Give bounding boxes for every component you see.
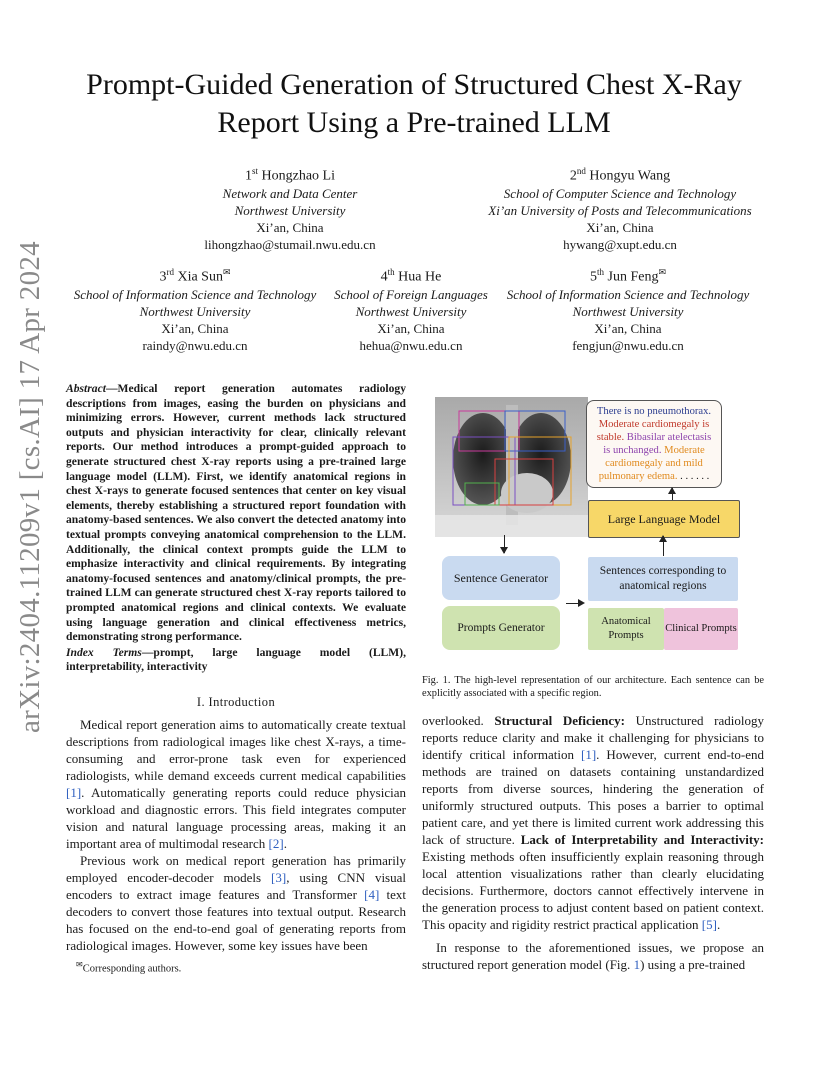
section-heading-introduction: I. Introduction xyxy=(196,695,276,709)
author-block-2: 2nd Hongyu Wang School of Computer Science and Technology Xi’an University of Posts and Telecommunications Xi’an, China hywang@xupt.edu.cn xyxy=(470,163,770,253)
arrow-up xyxy=(672,488,673,500)
figure-ref-link[interactable]: 1 xyxy=(633,957,641,972)
arxiv-stamp: arXiv:2404.11209v1 [cs.AI] 17 Apr 2024 xyxy=(14,241,46,733)
right-paragraph-2: In response to the aforementioned issues, we propose an structured report generation model (Fig. 1) using a pre-trained xyxy=(422,940,764,972)
prompts-generator-box: Prompts Generator xyxy=(442,606,560,650)
author-email[interactable]: raindy@nwu.edu.cn xyxy=(142,337,248,353)
report-sentence-orange: Moderate cardiomegaly and mild pulmonary edema. xyxy=(598,445,705,482)
citation-link[interactable]: [2] xyxy=(268,836,284,851)
citation-link[interactable]: [1] xyxy=(580,747,597,762)
figure-caption: Fig. 1. The high-level representation of our architecture. Each sentence can be explicitly associated with a specific region. xyxy=(422,675,764,699)
report-sentence-red: Moderate cardiomegaly is stable. xyxy=(596,419,710,443)
sentences-regions-box: Sentences corresponding to anatomical regions xyxy=(588,557,738,601)
paper-title: Prompt-Guided Generation of Structured Chest X-Ray Report Using a Pre-trained LLM xyxy=(86,68,742,139)
author-block-5: 5th Jun Feng✉ School of Information Science and Technology Northwest University Xi’an, China fengjun@nwu.edu.cn xyxy=(494,264,762,354)
anatomical-prompts-box: Anatomical Prompts xyxy=(588,608,664,650)
report-sentence-purple: Bibasilar atelectasis is unchanged. xyxy=(603,432,712,456)
author-email[interactable]: lihongzhao@stumail.nwu.edu.cn xyxy=(204,236,376,252)
envelope-icon: ✉ xyxy=(658,267,666,277)
envelope-icon: ✉ xyxy=(222,267,231,277)
chest-xray-image xyxy=(435,397,588,537)
abstract: Abstract—Medical report generation automates radiology descriptions from images, easing the burden on physicians and minimizing errors. However, current methods lack structured outputs and physician interactivity for clear, clinically relevant reports. Our method introduces a prompt-guided approach to generate structured chest X-ray reports using a pre-trained large language model (LLM). First, we identify anatomical regions in chest X-rays to generate focused sentences that center on key visual elements, thereby establishing a structured report foundation with anatomy-based sentences. We also convert the detected anatomy into textual prompts conveying anatomical comprehension to the LLM. Additionally, the clinical context prompts guide the LLM to emphasize interactivity and clinical requirements. By integrating anatomy-focused sentences and anatomy/clinical prompts, the pre-trained LLM can generate structured chest X-ray reports tailored to prompted anatomical regions and clinical contexts. We evaluate using language generation and clinical effectiveness metrics, demonstrating strong performance. Index Terms—prompt, large language model (LLM), interpretability, interactivity xyxy=(66,382,406,674)
author-email[interactable]: hehua@nwu.edu.cn xyxy=(359,337,463,353)
arrow-down xyxy=(504,535,505,553)
citation-link[interactable]: [5] xyxy=(701,917,717,932)
llm-box: Large Language Model xyxy=(588,500,740,538)
author-block-4: 4th Hua He School of Foreign Languages Northwest University Xi’an, China hehua@nwu.edu.cn xyxy=(326,264,496,354)
intro-left-column xyxy=(66,716,406,954)
generated-report-box: There is no pneumothorax. Moderate cardiomegaly is stable. Bibasilar atelectasis is unchanged. Moderate cardiomegaly and mild pulmonary edema. . . . . . . xyxy=(586,400,722,488)
index-terms-label: Index Terms xyxy=(66,645,142,659)
envelope-icon: ✉ xyxy=(76,960,83,969)
intro-paragraph-2: Previous work on medical report generation has primarily employed encoder-decoder models [3], using CNN visual encoders to extract image features and Transformer [4] text decoders to convert those features into textual output. Research has focused on the end-to-end goal of generating reports from radiological images. However, some key issues have been xyxy=(66,853,407,953)
figure-1 xyxy=(432,394,772,660)
footnote: ✉Corresponding authors. xyxy=(76,960,182,975)
right-paragraph-1: overlooked. Structural Deficiency: Unstructured radiology reports reduce clarity and make it challenging for physicians to identify critical information [1]. However, current end-to-end methods are trained on datasets containing unstandardized reports from diverse sources, hindering the generation of uniformly structured outputs. This poses a barrier to optimal patient care, and yet there is limited current work addressing this lack of structure. Lack of Interpretability and Interactivity: Existing methods often insufficiently explain reasoning through local attention visualizations rather than clearly elucidating decisions. Furthermore, doctors cannot effectively intervene in the generation process to adjust content based on patient context. This opacity and rigidity restrict practical application [5]. xyxy=(422,713,764,932)
arrow-up xyxy=(663,536,664,556)
citation-link[interactable]: [1] xyxy=(66,785,82,800)
author-block-3: 3rd Xia Sun✉ School of Information Science and Technology Northwest University Xi’an, China raindy@nwu.edu.cn xyxy=(62,264,328,354)
intro-paragraph-1: Medical report generation aims to automatically create textual descriptions from radiological images like chest X-rays, a time-consuming and error-prone task even for experienced radiologists, while demand exceeds current medical capabilities [1]. Automatically generating reports could reduce physician workload and diagnostic errors. This field integrates computer vision and natural language processing areas, making it an important area of multimodal research [2]. xyxy=(66,717,406,851)
report-sentence-blue: There is no pneumothorax. xyxy=(596,406,712,417)
author-email[interactable]: hywang@xupt.edu.cn xyxy=(563,236,677,252)
clinical-prompts-box: Clinical Prompts xyxy=(664,608,738,650)
author-email[interactable]: fengjun@nwu.edu.cn xyxy=(572,337,684,353)
author-block-1: 1st Hongzhao Li Network and Data Center Northwest University Xi’an, China lihongzhao@stumail.nwu.edu.cn xyxy=(150,163,430,253)
sentence-generator-box: Sentence Generator xyxy=(442,556,560,600)
citation-link[interactable]: [4] xyxy=(364,887,380,902)
intro-right-column xyxy=(422,712,764,973)
arrow-right xyxy=(566,603,578,604)
citation-link[interactable]: [3] xyxy=(271,870,287,885)
